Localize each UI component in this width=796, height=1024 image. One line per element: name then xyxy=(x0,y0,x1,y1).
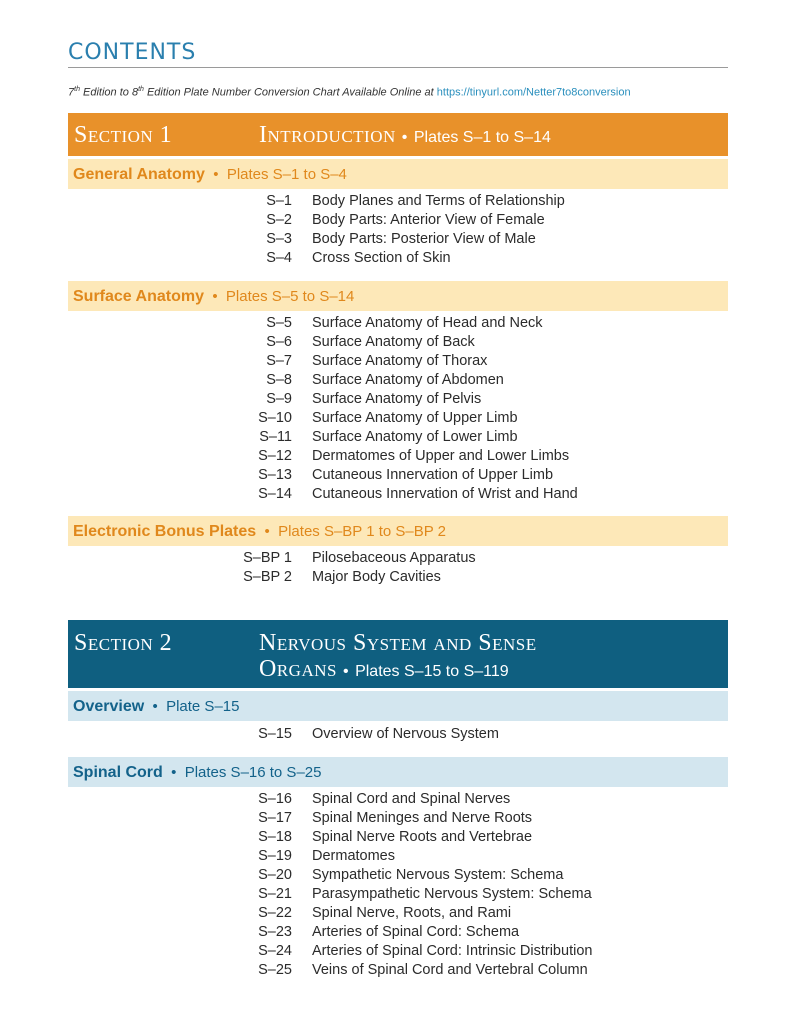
toc-entry[interactable] xyxy=(180,791,728,810)
toc-entry[interactable] xyxy=(180,550,728,569)
plate-title: Parasympathetic Nervous System: Schema xyxy=(312,886,592,902)
plate-title: Surface Anatomy of Back xyxy=(312,334,475,350)
plate-code: S–12 xyxy=(258,448,292,464)
plate-title: Major Body Cavities xyxy=(312,569,441,585)
plates-range: Plates S–16 to S–25 xyxy=(184,764,322,781)
section-name xyxy=(259,122,551,149)
plate-title: Pilosebaceous Apparatus xyxy=(312,550,476,566)
plate-code: S–19 xyxy=(258,848,292,864)
section-number: Section 2 xyxy=(74,630,173,656)
plate-title: Body Parts: Anterior View of Female xyxy=(312,212,545,228)
subsection-header xyxy=(73,764,321,782)
toc-entry[interactable] xyxy=(180,212,728,231)
plate-title: Surface Anatomy of Pelvis xyxy=(312,391,482,407)
subsection-header xyxy=(73,523,446,541)
plate-code: S–22 xyxy=(258,905,292,921)
plate-title: Veins of Spinal Cord and Vertebral Column xyxy=(312,962,588,978)
toc-entry[interactable] xyxy=(180,569,728,588)
plate-title: Overview of Nervous System xyxy=(312,726,499,742)
toc-entry[interactable] xyxy=(180,486,728,505)
note-text: Edition Plate Number Conversion Chart Available Online at xyxy=(143,86,437,99)
toc-entry[interactable] xyxy=(180,315,728,334)
plate-code: S–21 xyxy=(258,886,292,902)
plate-code: S–BP 2 xyxy=(243,569,292,585)
toc-entry[interactable] xyxy=(180,250,728,269)
plate-code: S–3 xyxy=(266,231,292,247)
plate-code: S–20 xyxy=(258,867,292,883)
plate-code: S–6 xyxy=(266,334,292,350)
plate-code: S–7 xyxy=(266,353,292,369)
subsection-spinal-cord xyxy=(68,757,728,787)
plate-title: Cross Section of Skin xyxy=(312,250,451,266)
subsection-title: Overview xyxy=(73,698,145,715)
note-text: 7 xyxy=(68,86,75,99)
plate-code: S–11 xyxy=(259,429,292,445)
toc-entry[interactable] xyxy=(180,353,728,372)
section-title: Introduction xyxy=(259,122,396,148)
bullet-separator: • xyxy=(342,663,350,680)
subsection-header xyxy=(73,288,354,306)
plate-code: S–25 xyxy=(258,962,292,978)
plates-range: Plates S–5 to S–14 xyxy=(225,288,355,305)
plate-code: S–18 xyxy=(258,829,292,845)
plate-title: Body Parts: Posterior View of Male xyxy=(312,231,536,247)
plate-code: S–4 xyxy=(266,250,292,266)
plate-title: Spinal Cord and Spinal Nerves xyxy=(312,791,511,807)
section-title: Nervous System and Sense xyxy=(259,630,537,656)
subsection-title: Spinal Cord xyxy=(73,764,163,781)
plate-title: Cutaneous Innervation of Upper Limb xyxy=(312,467,554,483)
toc-entry[interactable] xyxy=(180,886,728,905)
toc-entry[interactable] xyxy=(180,448,728,467)
toc-entry[interactable] xyxy=(180,334,728,353)
subsection-header xyxy=(73,698,239,716)
section-1-header xyxy=(68,113,728,156)
plate-code: S–1 xyxy=(266,193,292,209)
plate-title: Dermatomes of Upper and Lower Limbs xyxy=(312,448,570,464)
plate-code: S–23 xyxy=(258,924,292,940)
bullet-separator: • xyxy=(401,129,408,146)
toc-entry[interactable] xyxy=(180,726,728,745)
section-plates: Plates S–15 to S–119 xyxy=(355,663,509,680)
plate-code: S–13 xyxy=(258,467,292,483)
plate-code: S–16 xyxy=(258,791,292,807)
section-number: Section 1 xyxy=(74,122,173,148)
plate-title: Spinal Meninges and Nerve Roots xyxy=(312,810,533,826)
toc-entry[interactable] xyxy=(180,943,728,962)
subsection-surface-anatomy xyxy=(68,281,728,311)
plate-title: Arteries of Spinal Cord: Intrinsic Distribution xyxy=(312,943,593,959)
toc-entry[interactable] xyxy=(180,410,728,429)
subsection-electronic-bonus-plates xyxy=(68,516,728,546)
plate-code: S–17 xyxy=(258,810,292,826)
subsection-plates: • Plates S–BP 1 to S–BP 2 xyxy=(256,523,446,540)
toc-entry[interactable] xyxy=(180,962,728,981)
plate-code: S–15 xyxy=(258,726,292,742)
edition-note xyxy=(68,86,631,99)
plate-title: Surface Anatomy of Upper Limb xyxy=(312,410,518,426)
plate-code: S–10 xyxy=(258,410,292,426)
page-title: CONTENTS xyxy=(68,40,197,65)
toc-entry[interactable] xyxy=(180,829,728,848)
section-2-header xyxy=(68,620,728,688)
toc-entry[interactable] xyxy=(180,867,728,886)
toc-entry[interactable] xyxy=(180,391,728,410)
plates-range: Plates S–BP 1 to S–BP 2 xyxy=(278,523,446,540)
section-name xyxy=(259,630,537,685)
plate-code: S–14 xyxy=(258,486,292,502)
plate-title: Spinal Nerve, Roots, and Rami xyxy=(312,905,512,921)
plate-title: Surface Anatomy of Lower Limb xyxy=(312,429,518,445)
note-superscript: th xyxy=(138,86,144,93)
plate-code: S–2 xyxy=(266,212,292,228)
plate-code: S–8 xyxy=(266,372,292,388)
note-text: Edition to 8 xyxy=(79,86,139,99)
toc-entry[interactable] xyxy=(180,372,728,391)
plate-code: S–BP 1 xyxy=(243,550,292,566)
title-divider xyxy=(68,67,728,68)
toc-entry[interactable] xyxy=(180,429,728,448)
plate-title: Body Planes and Terms of Relationship xyxy=(312,193,565,209)
plate-title: Dermatomes xyxy=(312,848,395,864)
plate-code: S–24 xyxy=(258,943,292,959)
subsection-title: Electronic Bonus Plates xyxy=(73,523,257,540)
plates-range: Plate S–15 xyxy=(166,698,240,715)
toc-entry[interactable] xyxy=(180,231,728,250)
plate-title: Surface Anatomy of Head and Neck xyxy=(312,315,543,331)
plate-title: Surface Anatomy of Abdomen xyxy=(312,372,504,388)
toc-entry[interactable] xyxy=(180,810,728,829)
toc-entry[interactable] xyxy=(180,848,728,867)
toc-entry[interactable] xyxy=(180,193,728,212)
subsection-plates: • Plate S–15 xyxy=(144,698,240,715)
subsection-plates: • Plates S–1 to S–4 xyxy=(204,166,347,183)
plate-code: S–5 xyxy=(266,315,292,331)
toc-entry[interactable] xyxy=(180,905,728,924)
subsection-general-anatomy xyxy=(68,159,728,189)
toc-entry[interactable] xyxy=(180,467,728,486)
note-superscript: th xyxy=(74,86,80,93)
toc-entry[interactable] xyxy=(180,924,728,943)
subsection-title: Surface Anatomy xyxy=(73,288,204,305)
subsection-plates: • Plates S–5 to S–14 xyxy=(204,288,355,305)
plate-title: Spinal Nerve Roots and Vertebrae xyxy=(312,829,533,845)
plate-title: Surface Anatomy of Thorax xyxy=(312,353,488,369)
subsection-title: General Anatomy xyxy=(73,166,205,183)
plate-title: Arteries of Spinal Cord: Schema xyxy=(312,924,520,940)
subsection-overview xyxy=(68,691,728,721)
plates-range: Plates S–1 to S–4 xyxy=(226,166,347,183)
plate-title: Sympathetic Nervous System: Schema xyxy=(312,867,564,883)
plate-title: Cutaneous Innervation of Wrist and Hand xyxy=(312,486,578,502)
section-plates: Plates S–1 to S–14 xyxy=(413,129,551,146)
section-title-line2: Organs xyxy=(259,656,337,682)
subsection-plates: • Plates S–16 to S–25 xyxy=(162,764,322,781)
conversion-chart-link[interactable]: https://tinyurl.com/Netter7to8conversion xyxy=(436,86,631,99)
subsection-header xyxy=(73,166,347,184)
plate-code: S–9 xyxy=(266,391,292,407)
